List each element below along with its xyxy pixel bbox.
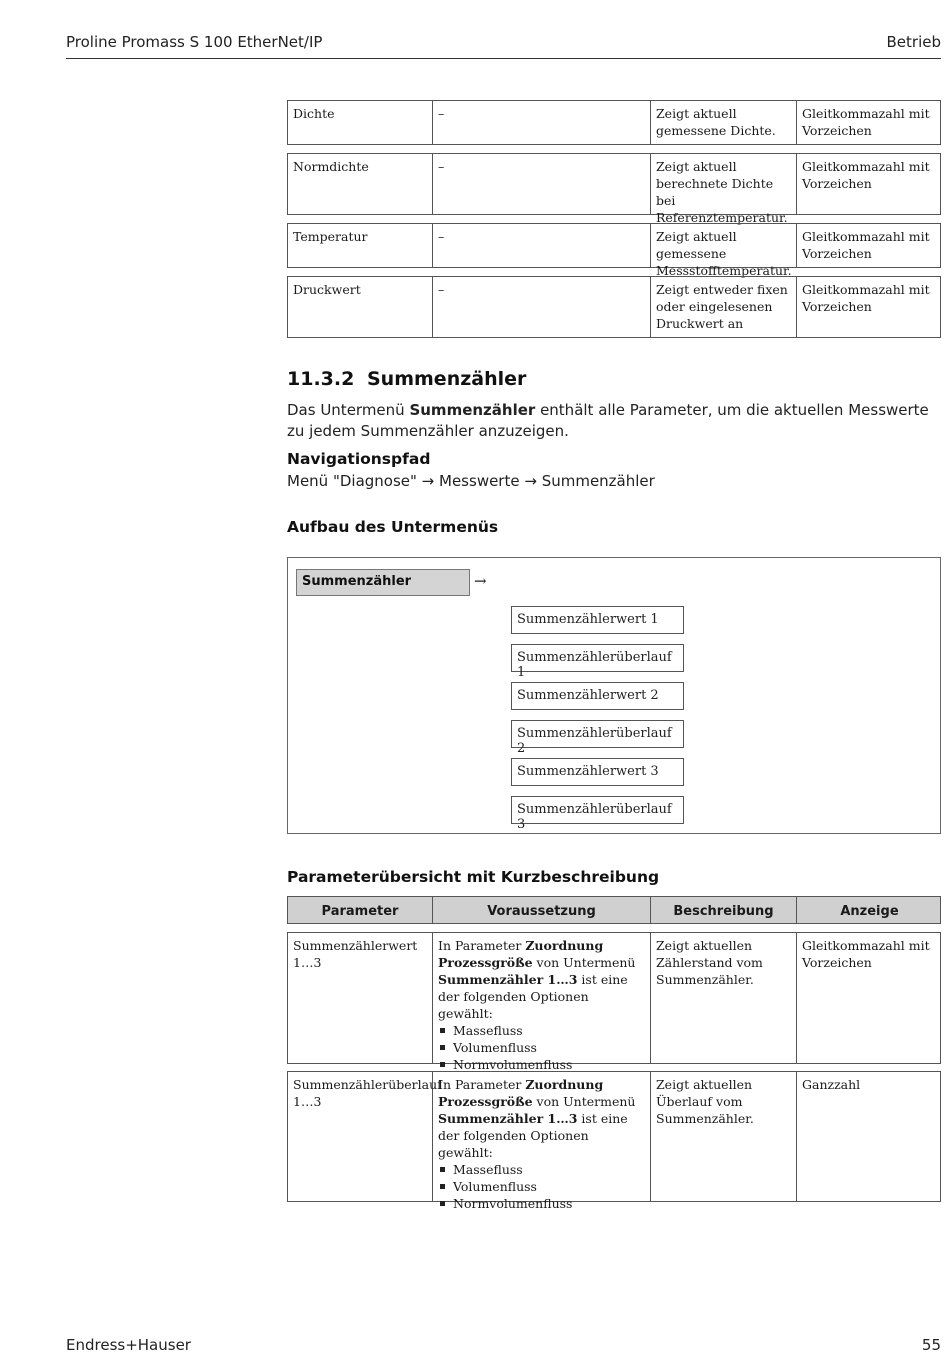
display-cell: Gleitkommazahl mit Vorzeichen: [802, 229, 930, 261]
condition-text: ist eine der folgenden Optionen gewählt:: [438, 1111, 628, 1160]
submenu-root-box: Summenzähler: [296, 569, 470, 596]
header-condition: Voraussetzung: [433, 897, 651, 923]
condition-submenu-name: Summenzähler 1…3: [438, 972, 578, 987]
table-row: [287, 100, 941, 145]
intro-paragraph: [287, 400, 941, 442]
overview-heading: Parameterübersicht mit Kurzbeschreibung: [287, 868, 660, 886]
header-description: Beschreibung: [651, 897, 797, 923]
table-row: [287, 223, 941, 278]
condition-cell: –: [433, 154, 651, 214]
option-list: [438, 1161, 645, 1212]
param-cell: Druckwert: [288, 277, 433, 337]
table-row: [287, 276, 941, 338]
condition-cell: [433, 933, 651, 1072]
submenu-diagram: [287, 557, 941, 834]
section-number: 11.3.2: [287, 368, 355, 390]
display-cell: Gleitkommazahl mit Vorzeichen: [802, 159, 930, 191]
param-cell: Dichte: [288, 101, 433, 144]
description-cell: Zeigt aktuellen Zählerstand vom Summenzähler.: [651, 933, 797, 1063]
option-item: Volumenfluss: [438, 1039, 645, 1056]
condition-text: In Parameter: [438, 1077, 526, 1092]
option-item: Massefluss: [438, 1022, 645, 1039]
description-cell: Zeigt aktuell gemessene Messstofftemperatur.: [651, 224, 797, 267]
table-row: [287, 153, 941, 225]
submenu-item: Summenzählerüberlauf 2: [511, 720, 684, 748]
header-chapter: Betrieb: [886, 33, 941, 51]
description-cell: Zeigt aktuellen Überlauf vom Summenzähler.: [651, 1072, 797, 1201]
condition-text: von Untermenü: [532, 1094, 636, 1109]
page-footer: [66, 1336, 941, 1358]
param-table-header: [287, 896, 941, 924]
param-cell: Temperatur: [288, 224, 433, 267]
condition-cell: –: [433, 277, 651, 337]
option-item: Volumenfluss: [438, 1178, 645, 1195]
condition-text: In Parameter: [438, 938, 526, 953]
header-product-title: Proline Promass S 100 EtherNet/IP: [66, 33, 323, 51]
condition-cell: –: [433, 101, 651, 144]
submenu-item: Summenzählerwert 3: [511, 758, 684, 786]
option-item: Massefluss: [438, 1161, 645, 1178]
section-title: Summenzähler: [367, 368, 527, 390]
nav-path: Menü "Diagnose" → Messwerte → Summenzähler: [287, 472, 655, 490]
description-cell: Zeigt aktuell gemessene Dichte.: [651, 101, 797, 144]
page-header: [66, 33, 941, 59]
option-item: Normvolumenfluss: [438, 1195, 645, 1212]
option-item: Normvolumenfluss: [438, 1056, 645, 1073]
description-cell: Zeigt entweder fixen oder eingelesenen Druckwert an: [651, 277, 797, 337]
condition-param-name: Zuordnung Prozessgröße: [438, 1077, 604, 1109]
param-cell: Normdichte: [288, 154, 433, 214]
display-cell: Gleitkommazahl mit Vorzeichen: [802, 938, 930, 970]
footer-brand: Endress+Hauser: [66, 1336, 191, 1354]
option-list: [438, 1022, 645, 1073]
nav-heading: Navigationspfad: [287, 450, 431, 468]
condition-submenu-name: Summenzähler 1…3: [438, 1111, 578, 1126]
header-display: Anzeige: [840, 904, 899, 919]
header-parameter: Parameter: [288, 897, 433, 923]
intro-text: Das Untermenü: [287, 401, 410, 419]
condition-cell: [433, 1072, 651, 1211]
description-cell: Zeigt aktuell berechnete Dichte bei Referenztemperatur.: [651, 154, 797, 214]
param-cell: Summenzählerüberlauf 1…3: [288, 1072, 433, 1201]
submenu-item: Summenzählerwert 2: [511, 682, 684, 710]
condition-cell: –: [433, 224, 651, 267]
page-number: 55: [921, 1336, 941, 1354]
condition-text: von Untermenü: [532, 955, 636, 970]
structure-heading: Aufbau des Untermenüs: [287, 518, 499, 536]
param-cell: Summenzählerwert 1…3: [288, 933, 433, 1063]
table-row: [287, 1071, 941, 1211]
section-heading: [287, 368, 526, 390]
submenu-item: Summenzählerwert 1: [511, 606, 684, 634]
display-cell: Gleitkommazahl mit Vorzeichen: [802, 106, 930, 138]
table-row: [287, 932, 941, 1072]
submenu-item: Summenzählerüberlauf 1: [511, 644, 684, 672]
display-cell: Ganzzahl: [802, 1077, 861, 1092]
condition-param-name: Zuordnung Prozessgröße: [438, 938, 604, 970]
intro-text-end: enthält alle Parameter, um die aktuellen Messwerte zu jedem Summenzähler anzuzeigen.: [287, 401, 929, 440]
submenu-item: Summenzählerüberlauf 3: [511, 796, 684, 824]
arrow-right-icon: →: [474, 572, 487, 590]
condition-text: ist eine der folgenden Optionen gewählt:: [438, 972, 628, 1021]
display-cell: Gleitkommazahl mit Vorzeichen: [802, 282, 930, 314]
intro-bold: Summenzähler: [409, 401, 536, 419]
